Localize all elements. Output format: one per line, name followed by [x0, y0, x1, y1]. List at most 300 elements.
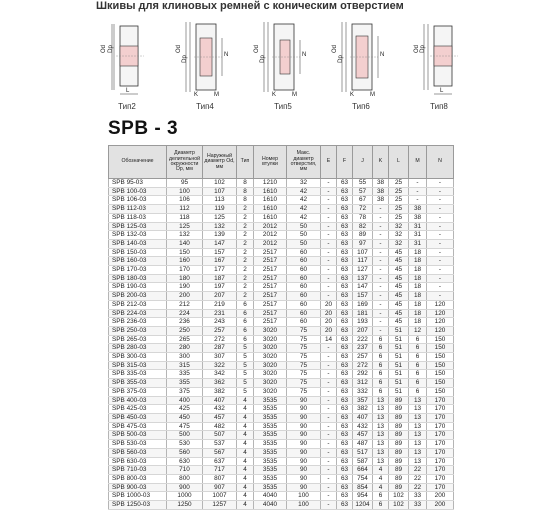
table-row: [109, 196, 454, 205]
table-cell: 292: [353, 370, 373, 379]
k-label: K: [350, 92, 355, 98]
type-diagrams: [90, 16, 470, 116]
diagram-caption: Тип4: [196, 102, 214, 111]
table-cell: 51: [389, 361, 409, 370]
table-cell: 90: [287, 457, 321, 466]
table-cell: -: [409, 179, 427, 188]
table-cell: 63: [337, 300, 353, 309]
table-cell: 4: [237, 422, 254, 431]
table-cell: SPB 800-03: [109, 474, 167, 483]
table-cell: -: [373, 274, 389, 283]
dp-label: Dp: [181, 55, 188, 63]
table-cell: -: [427, 239, 454, 248]
table-cell: 807: [203, 474, 237, 483]
l-label: L: [440, 88, 444, 94]
table-cell: 89: [389, 466, 409, 475]
table-cell: 200: [167, 292, 203, 301]
table-cell: -: [373, 283, 389, 292]
table-cell: 3535: [254, 466, 287, 475]
table-cell: 100: [287, 501, 321, 510]
table-cell: SPB 315-03: [109, 361, 167, 370]
table-cell: 63: [337, 440, 353, 449]
table-row: [109, 422, 454, 431]
table-cell: 160: [167, 257, 203, 266]
table-cell: 450: [167, 413, 203, 422]
table-cell: 170: [427, 405, 454, 414]
n-label: N: [224, 52, 229, 58]
table-cell: 150: [427, 387, 454, 396]
table-cell: 75: [287, 370, 321, 379]
table-cell: SPB 530-03: [109, 440, 167, 449]
table-cell: -: [427, 222, 454, 231]
table-cell: 60: [287, 318, 321, 327]
table-cell: 63: [337, 213, 353, 222]
table-cell: -: [373, 309, 389, 318]
n-label: N: [380, 52, 385, 58]
table-cell: -: [321, 387, 337, 396]
table-row: [109, 413, 454, 422]
table-cell: 13: [373, 457, 389, 466]
series-title: SPB - 3: [108, 118, 179, 139]
table-cell: 854: [353, 483, 373, 492]
table-cell: 3535: [254, 413, 287, 422]
dp-label: Dp: [259, 55, 266, 63]
table-cell: 89: [389, 396, 409, 405]
table-cell: 170: [427, 413, 454, 422]
table-cell: 137: [353, 274, 373, 283]
table-cell: 4: [237, 474, 254, 483]
table-cell: 432: [203, 405, 237, 414]
table-cell: 407: [353, 413, 373, 422]
spec-table-body: [109, 179, 454, 510]
table-cell: 170: [427, 422, 454, 431]
page-title: Шкивы для клиновых ремней с коническим отверстием: [96, 0, 404, 12]
table-cell: 107: [203, 187, 237, 196]
table-cell: 63: [337, 187, 353, 196]
table-row: [109, 387, 454, 396]
table-row: [109, 187, 454, 196]
table-cell: 90: [287, 448, 321, 457]
table-cell: 32: [389, 222, 409, 231]
table-cell: -: [373, 213, 389, 222]
table-cell: 170: [427, 474, 454, 483]
table-row: [109, 501, 454, 510]
table-cell: 51: [389, 326, 409, 335]
table-cell: 140: [167, 239, 203, 248]
table-cell: 2517: [254, 257, 287, 266]
table-cell: 75: [287, 335, 321, 344]
table-cell: -: [427, 248, 454, 257]
table-cell: 150: [427, 379, 454, 388]
table-cell: 407: [203, 396, 237, 405]
table-cell: -: [427, 274, 454, 283]
table-cell: 170: [427, 396, 454, 405]
table-cell: 13: [409, 457, 427, 466]
table-row: [109, 440, 454, 449]
table-cell: 63: [337, 466, 353, 475]
od-label: Od: [101, 44, 108, 54]
table-cell: 517: [353, 448, 373, 457]
diagram-type-5: [250, 16, 316, 116]
table-cell: 1007: [203, 492, 237, 501]
table-cell: SPB 112-03: [109, 205, 167, 214]
table-cell: 63: [337, 457, 353, 466]
table-cell: 60: [287, 248, 321, 257]
table-cell: 6: [237, 326, 254, 335]
table-cell: 18: [409, 300, 427, 309]
m-label: M: [292, 92, 297, 98]
table-cell: 38: [373, 196, 389, 205]
table-cell: 60: [287, 266, 321, 275]
table-cell: 18: [409, 266, 427, 275]
table-cell: 2: [237, 205, 254, 214]
table-cell: 13: [409, 448, 427, 457]
table-cell: SPB 236-03: [109, 318, 167, 327]
od-label: Od: [414, 44, 421, 54]
table-row: [109, 326, 454, 335]
table-cell: 132: [203, 222, 237, 231]
table-cell: 120: [427, 300, 454, 309]
table-cell: 13: [409, 396, 427, 405]
table-cell: -: [321, 292, 337, 301]
table-row: [109, 474, 454, 483]
table-cell: SPB 132-03: [109, 231, 167, 240]
table-cell: 42: [287, 205, 321, 214]
table-cell: -: [321, 483, 337, 492]
table-cell: 315: [167, 361, 203, 370]
table-cell: 63: [337, 413, 353, 422]
table-cell: 57: [353, 187, 373, 196]
table-cell: 127: [353, 266, 373, 275]
table-cell: SPB 160-03: [109, 257, 167, 266]
table-cell: 3535: [254, 474, 287, 483]
table-cell: 118: [167, 213, 203, 222]
table-cell: -: [321, 405, 337, 414]
table-cell: 150: [167, 248, 203, 257]
table-cell: SPB 355-03: [109, 379, 167, 388]
table-cell: 1610: [254, 187, 287, 196]
table-row: [109, 379, 454, 388]
table-row: [109, 213, 454, 222]
table-cell: 5: [237, 344, 254, 353]
table-cell: 50: [287, 222, 321, 231]
table-cell: 3020: [254, 335, 287, 344]
table-cell: 4: [237, 466, 254, 475]
table-cell: 6: [237, 318, 254, 327]
column-header: Тип: [237, 146, 254, 179]
table-cell: 63: [337, 474, 353, 483]
table-cell: 2012: [254, 222, 287, 231]
table-cell: 4: [237, 448, 254, 457]
table-cell: 63: [337, 239, 353, 248]
table-cell: 63: [337, 492, 353, 501]
table-cell: 637: [203, 457, 237, 466]
table-cell: -: [321, 466, 337, 475]
table-cell: 3020: [254, 326, 287, 335]
table-cell: 100: [287, 492, 321, 501]
table-cell: 6: [409, 353, 427, 362]
table-cell: 157: [353, 292, 373, 301]
table-cell: 51: [389, 387, 409, 396]
diagram-type-8: [406, 16, 472, 116]
table-cell: 38: [373, 179, 389, 188]
table-cell: -: [373, 257, 389, 266]
table-row: [109, 370, 454, 379]
table-cell: 8: [237, 196, 254, 205]
column-header: M: [409, 146, 427, 179]
table-cell: -: [321, 213, 337, 222]
table-cell: 6: [237, 309, 254, 318]
table-cell: 272: [353, 361, 373, 370]
table-row: [109, 300, 454, 309]
table-cell: 63: [337, 248, 353, 257]
table-cell: -: [427, 257, 454, 266]
k-label: K: [194, 92, 199, 98]
table-cell: 147: [203, 239, 237, 248]
table-cell: -: [321, 361, 337, 370]
table-cell: 3535: [254, 422, 287, 431]
table-cell: -: [321, 370, 337, 379]
table-cell: 12: [409, 326, 427, 335]
table-cell: 89: [389, 405, 409, 414]
table-cell: 63: [337, 257, 353, 266]
table-cell: 18: [409, 248, 427, 257]
table-cell: 106: [167, 196, 203, 205]
table-cell: 8: [237, 179, 254, 188]
table-cell: -: [427, 266, 454, 275]
table-cell: 3535: [254, 440, 287, 449]
table-cell: -: [427, 179, 454, 188]
table-cell: SPB 100-03: [109, 187, 167, 196]
table-cell: 587: [353, 457, 373, 466]
table-cell: -: [373, 300, 389, 309]
table-cell: SPB 250-03: [109, 326, 167, 335]
table-cell: 170: [167, 266, 203, 275]
table-cell: SPB 125-03: [109, 222, 167, 231]
table-cell: 78: [353, 213, 373, 222]
table-cell: SPB 1000-03: [109, 492, 167, 501]
table-cell: 63: [337, 205, 353, 214]
table-cell: 89: [389, 431, 409, 440]
table-cell: 2517: [254, 300, 287, 309]
diagram-caption: Тип8: [430, 102, 448, 111]
table-cell: SPB 180-03: [109, 274, 167, 283]
table-cell: 13: [373, 396, 389, 405]
table-cell: 170: [427, 483, 454, 492]
table-cell: 50: [287, 239, 321, 248]
table-cell: 6: [373, 501, 389, 510]
table-cell: 3020: [254, 379, 287, 388]
table-cell: SPB 1250-03: [109, 501, 167, 510]
table-cell: 3020: [254, 361, 287, 370]
table-cell: -: [427, 196, 454, 205]
table-cell: 6: [373, 344, 389, 353]
table-row: [109, 335, 454, 344]
table-cell: 332: [353, 387, 373, 396]
table-cell: 482: [203, 422, 237, 431]
table-cell: 89: [389, 440, 409, 449]
table-cell: -: [373, 266, 389, 275]
table-cell: 89: [353, 231, 373, 240]
table-cell: 45: [389, 266, 409, 275]
table-cell: 139: [203, 231, 237, 240]
table-cell: 3020: [254, 370, 287, 379]
table-cell: 475: [167, 422, 203, 431]
table-cell: 335: [167, 370, 203, 379]
table-row: [109, 396, 454, 405]
table-cell: 355: [167, 379, 203, 388]
table-cell: 25: [389, 205, 409, 214]
table-cell: 90: [287, 413, 321, 422]
table-cell: 1204: [353, 501, 373, 510]
table-cell: 8: [237, 187, 254, 196]
table-cell: 63: [337, 353, 353, 362]
table-cell: 5: [237, 370, 254, 379]
table-cell: 224: [167, 309, 203, 318]
table-cell: 38: [409, 205, 427, 214]
table-cell: SPB 710-03: [109, 466, 167, 475]
table-cell: 51: [389, 379, 409, 388]
table-cell: 307: [203, 353, 237, 362]
diagram-type-4: [172, 16, 238, 116]
table-cell: -: [321, 440, 337, 449]
table-cell: -: [321, 179, 337, 188]
table-cell: -: [321, 413, 337, 422]
table-cell: -: [373, 205, 389, 214]
table-cell: 33: [409, 492, 427, 501]
table-cell: 6: [373, 361, 389, 370]
table-cell: 42: [287, 213, 321, 222]
table-cell: SPB 118-03: [109, 213, 167, 222]
table-cell: 6: [409, 387, 427, 396]
table-cell: 6: [373, 353, 389, 362]
table-cell: 13: [409, 431, 427, 440]
table-row: [109, 318, 454, 327]
table-row: [109, 179, 454, 188]
diagram-caption: Тип2: [118, 102, 136, 111]
table-cell: -: [373, 326, 389, 335]
table-cell: 113: [203, 196, 237, 205]
table-cell: 63: [337, 335, 353, 344]
table-cell: 5: [237, 353, 254, 362]
table-cell: 51: [389, 335, 409, 344]
table-cell: -: [373, 231, 389, 240]
table-cell: 177: [203, 266, 237, 275]
dp-label: Dp: [107, 45, 114, 53]
dp-label: Dp: [337, 55, 344, 63]
table-cell: 97: [353, 239, 373, 248]
table-cell: -: [321, 422, 337, 431]
table-cell: 63: [337, 431, 353, 440]
table-cell: 170: [427, 457, 454, 466]
table-cell: 22: [409, 483, 427, 492]
table-cell: 45: [389, 318, 409, 327]
table-cell: 212: [167, 300, 203, 309]
table-cell: 63: [337, 396, 353, 405]
table-cell: 125: [203, 213, 237, 222]
table-cell: 382: [353, 405, 373, 414]
table-row: [109, 222, 454, 231]
table-cell: 25: [389, 213, 409, 222]
table-cell: 63: [337, 405, 353, 414]
pulley-type-8-drawing: [406, 16, 472, 102]
table-cell: 6: [373, 335, 389, 344]
table-cell: 322: [203, 361, 237, 370]
table-cell: 63: [337, 179, 353, 188]
table-cell: 112: [167, 205, 203, 214]
column-header: F: [337, 146, 353, 179]
table-cell: 25: [389, 179, 409, 188]
table-cell: 90: [287, 483, 321, 492]
table-cell: 2012: [254, 239, 287, 248]
table-cell: 75: [287, 379, 321, 388]
table-cell: 13: [373, 405, 389, 414]
table-cell: 13: [409, 422, 427, 431]
table-cell: 13: [373, 440, 389, 449]
table-cell: 5: [237, 379, 254, 388]
table-cell: 6: [373, 370, 389, 379]
table-cell: 6: [409, 361, 427, 370]
table-cell: 32: [389, 231, 409, 240]
table-cell: -: [321, 492, 337, 501]
table-cell: 3535: [254, 405, 287, 414]
table-cell: -: [373, 292, 389, 301]
table-cell: 287: [203, 344, 237, 353]
table-cell: 2: [237, 248, 254, 257]
table-cell: 63: [337, 379, 353, 388]
table-cell: -: [321, 274, 337, 283]
table-cell: 90: [287, 431, 321, 440]
table-cell: 664: [353, 466, 373, 475]
table-cell: 2: [237, 266, 254, 275]
table-cell: 107: [353, 248, 373, 257]
table-cell: 18: [409, 309, 427, 318]
column-header: Макс. диаметр отверстия, мм: [287, 146, 321, 179]
table-cell: 63: [337, 231, 353, 240]
table-cell: 4: [237, 405, 254, 414]
table-cell: -: [373, 222, 389, 231]
table-cell: 38: [373, 187, 389, 196]
table-cell: 120: [427, 318, 454, 327]
table-cell: 3535: [254, 448, 287, 457]
table-cell: 300: [167, 353, 203, 362]
l-label: L: [126, 88, 130, 94]
table-cell: 90: [287, 466, 321, 475]
table-cell: SPB 280-03: [109, 344, 167, 353]
table-cell: SPB 150-03: [109, 248, 167, 257]
table-row: [109, 483, 454, 492]
table-cell: 60: [287, 274, 321, 283]
table-cell: -: [427, 292, 454, 301]
table-cell: -: [321, 474, 337, 483]
table-cell: 3020: [254, 353, 287, 362]
table-cell: 1250: [167, 501, 203, 510]
table-row: [109, 405, 454, 414]
table-cell: 2: [237, 213, 254, 222]
table-cell: 257: [203, 326, 237, 335]
table-cell: SPB 170-03: [109, 266, 167, 275]
table-cell: 13: [373, 448, 389, 457]
table-cell: 22: [409, 474, 427, 483]
table-cell: 63: [337, 292, 353, 301]
spec-table-head: [109, 146, 454, 179]
table-cell: -: [321, 379, 337, 388]
table-cell: 63: [337, 266, 353, 275]
table-cell: 82: [353, 222, 373, 231]
table-cell: 20: [321, 326, 337, 335]
table-cell: 45: [389, 248, 409, 257]
table-cell: SPB 560-03: [109, 448, 167, 457]
